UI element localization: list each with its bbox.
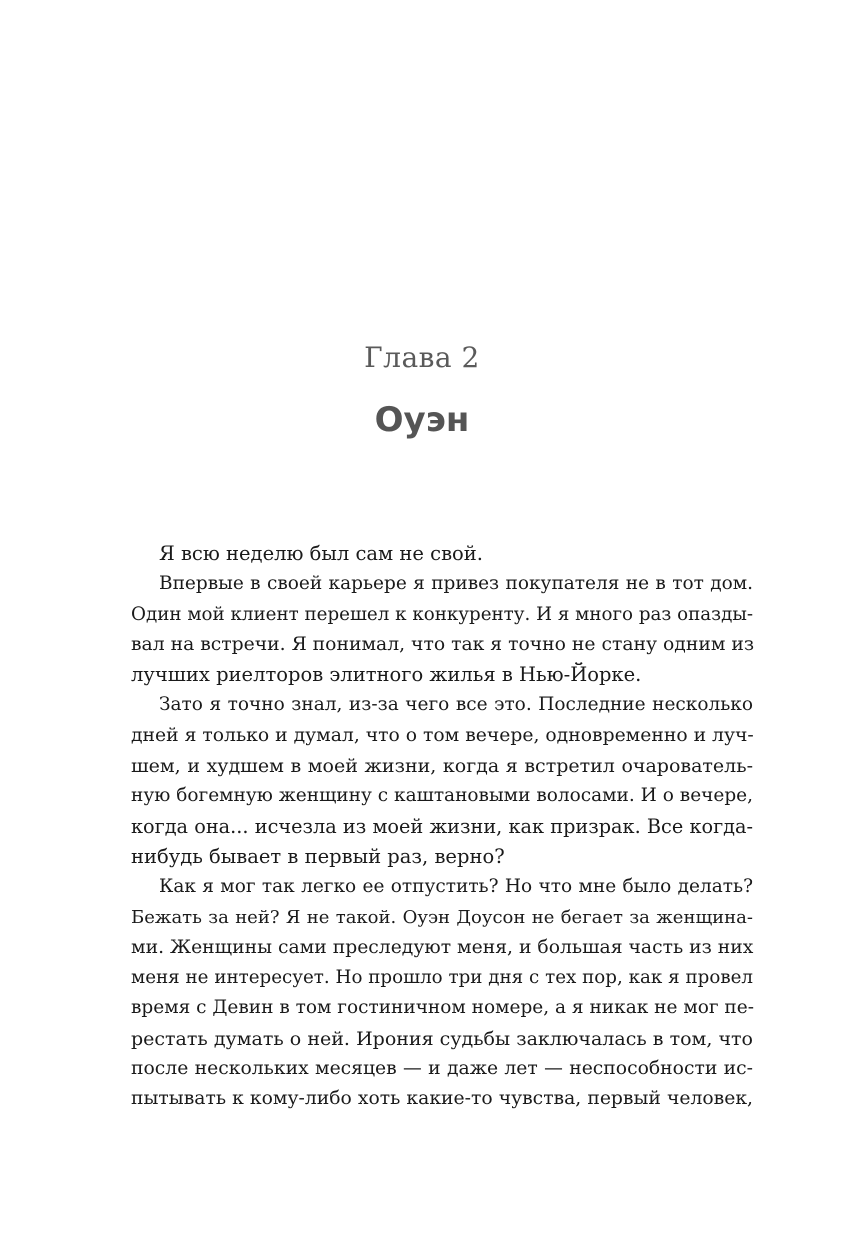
chapter-number: Глава 2	[364, 341, 480, 374]
text-line: лучших риелторов элитного жилья в Нью-Йорке.	[131, 663, 642, 687]
body-text	[131, 539, 753, 1115]
text-line: Как я мог так легко ее отпустить? Но что мне было делать?	[159, 876, 753, 898]
text-line: Впервые в своей карьере я привез покупателя не в тот дом.	[159, 573, 753, 595]
text-line: рестать думать о ней. Ирония судьбы заключалась в том, что	[131, 1027, 753, 1050]
text-line: Один мой клиент перешел к конкуренту. И я много раз опазды-	[131, 603, 754, 625]
text-line: дней я только и думал, что о том вечере, одновременно и луч-	[131, 724, 754, 746]
text-line: время с Девин в том гостиничном номере, а я никак не мог пе-	[131, 997, 754, 1019]
text-line: когда она... исчезла из моей жизни, как призрак. Все когда-	[131, 814, 753, 838]
text-line: ми. Женщины сами преследуют меня, и большая часть из них	[131, 936, 754, 958]
chapter-title: Оуэн	[374, 400, 470, 440]
text-line: после нескольких месяцев — и даже лет — неспособности ис-	[131, 1058, 753, 1080]
text-line: нибудь бывает в первый раз, верно?	[131, 844, 505, 868]
text-line: меня не интересует. Но прошло три дня с тех пор, как я провел	[131, 967, 753, 989]
text-line: ную богемную женщину с каштановыми волосами. И о вечере,	[131, 785, 753, 807]
text-line: Зато я точно знал, из-за чего все это. Последние несколько	[159, 694, 753, 716]
text-line: Я всю неделю был сам не свой.	[159, 542, 483, 565]
text-line: шем, и худшем в моей жизни, когда я встретил очарователь-	[131, 755, 753, 778]
text-line: Бежать за ней? Я не такой. Оуэн Доусон не бегает за женщина-	[131, 906, 753, 928]
text-line: вал на встречи. Я понимал, что так я точно не стану одним из	[131, 633, 755, 655]
text-line: пытывать к кому-либо хоть какие-то чувства, первый человек,	[131, 1088, 753, 1110]
